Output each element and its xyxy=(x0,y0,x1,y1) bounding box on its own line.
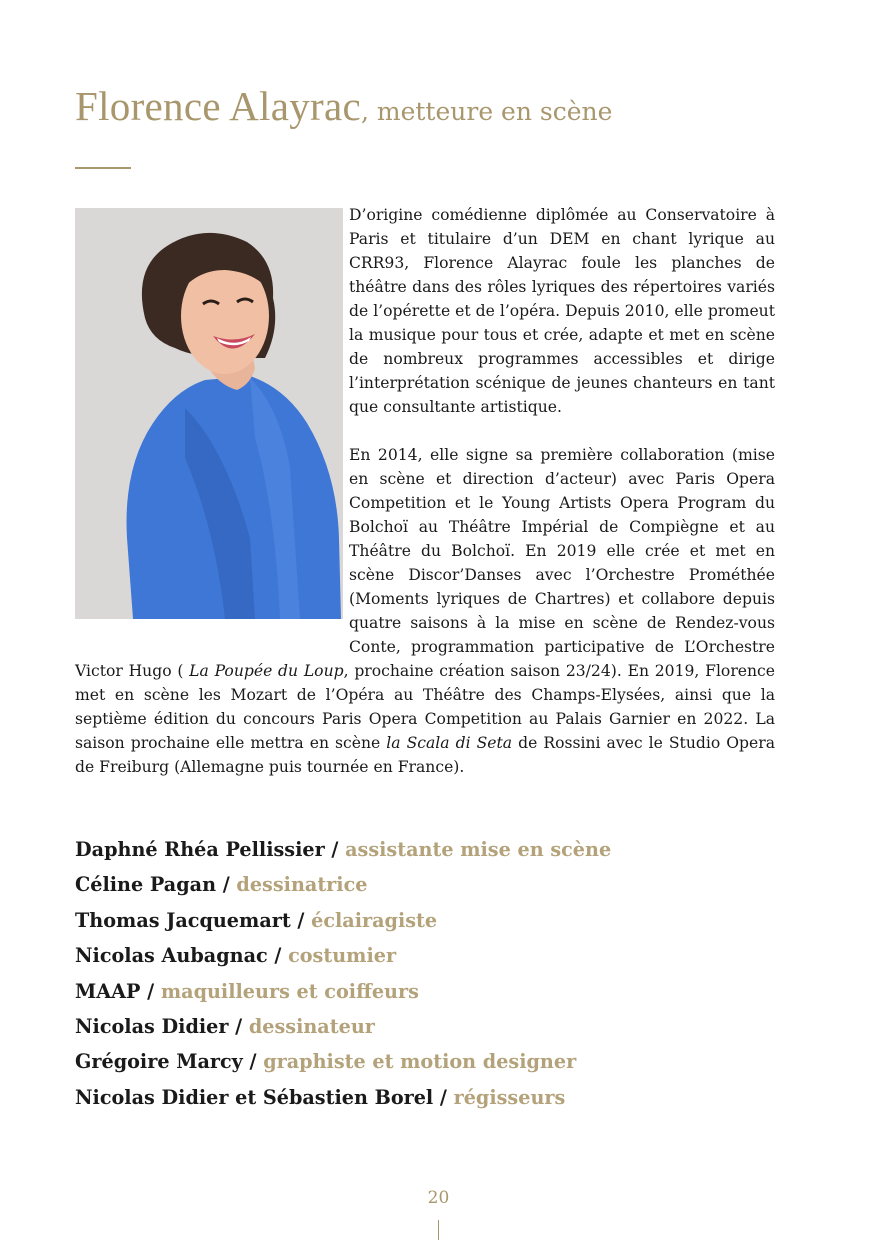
credit-role: costumier xyxy=(288,944,397,968)
credit-name: Thomas Jacquemart xyxy=(75,908,291,932)
credit-role: dessinateur xyxy=(248,1015,375,1039)
credit-role: éclairagiste xyxy=(311,908,438,932)
credit-separator: / xyxy=(324,838,346,861)
bio-p2-part-1: En 2014, elle signe sa première collaboration (mise en scène et direction d’acteur) avec Paris Opera Competition et le Young Artists Opera Program du Bolchoï au Théâtre Impérial de Compiègne et au Théâtre du Bolchoï. En 2019 elle crée et met en scène Discor’Danses avec l’Orchestre Prométhée (Moments lyriques de Chartres) et collabore depuis quatre saisons à la mise en scène de Rendez-vous Conte, programmation participative de L’Orchestre Victor Hugo ( xyxy=(75,446,775,680)
credit-name: Céline Pagan xyxy=(75,873,217,897)
page-number: 20 xyxy=(427,1188,450,1208)
credit-separator: / xyxy=(433,1085,454,1109)
title-name: Florence Alayrac xyxy=(75,83,361,129)
bio-work-title-2: la Scala di Seta xyxy=(386,734,513,752)
credit-name: Daphné Rhéa Pellissier xyxy=(75,838,325,861)
credit-role: assistante mise en scène xyxy=(345,838,612,861)
biography xyxy=(75,203,775,779)
credits-list xyxy=(75,832,611,1115)
credit-role: maquilleurs et coiffeurs xyxy=(160,979,419,1003)
credit-item xyxy=(75,867,611,902)
credit-separator: / xyxy=(290,908,312,932)
credit-separator: / xyxy=(242,1050,264,1074)
credit-item xyxy=(75,832,611,867)
title-divider xyxy=(75,167,131,169)
credit-name: Nicolas Didier et Sébastien Borel xyxy=(75,1085,434,1109)
bio-p2-part-2: , prochaine création saison 23/24). En 2019, Florence met en scène les Mozart de l’Opéra au Théâtre des Champs-Elysées, ainsi que la septième édition du concours Paris Opera Competition au Palais Garnier en 2022. La saison prochaine elle mettra en scène xyxy=(75,662,776,752)
credit-name: Grégoire Marcy xyxy=(75,1050,243,1074)
credit-item xyxy=(75,1080,611,1115)
photo-spacer xyxy=(75,203,349,639)
credit-role: graphiste et motion designer xyxy=(263,1050,577,1074)
page-number-tick xyxy=(438,1220,439,1240)
credit-item xyxy=(75,938,611,973)
credit-item xyxy=(75,1009,611,1044)
credit-name: MAAP xyxy=(75,979,141,1003)
credit-role: régisseurs xyxy=(453,1085,566,1109)
bio-p2-part-3: de Rossini avec le Studio Opera de Freiburg (Allemagne puis tournée en France). xyxy=(75,734,775,776)
credit-role: dessinatrice xyxy=(236,873,368,897)
bio-paragraph-1: D’origine comédienne diplômée au Conservatoire à Paris et titulaire d’un DEM en chant lyrique au CRR93, Florence Alayrac foule les planches de théâtre dans des rôles lyriques des répertoires variés de l’opérette et de l’opéra. Depuis 2010, elle promeut la musique pour tous et crée, adapte et met en scène de nombreux programmes accessibles et dirige l’interprétation scénique de jeunes chanteurs en tant que consultante artistique. xyxy=(349,206,775,416)
page-title xyxy=(75,82,612,130)
credit-item xyxy=(75,974,611,1009)
credit-separator: / xyxy=(228,1015,249,1039)
credit-item xyxy=(75,1044,611,1079)
bio-work-title-1: La Poupée du Loup xyxy=(189,662,344,680)
credit-item xyxy=(75,903,611,938)
credit-separator: / xyxy=(267,944,289,968)
credit-name: Nicolas Aubagnac xyxy=(75,944,268,968)
title-role: , metteure en scène xyxy=(360,97,613,126)
credit-separator: / xyxy=(216,873,237,897)
credit-name: Nicolas Didier xyxy=(75,1015,229,1039)
credit-separator: / xyxy=(140,979,161,1003)
